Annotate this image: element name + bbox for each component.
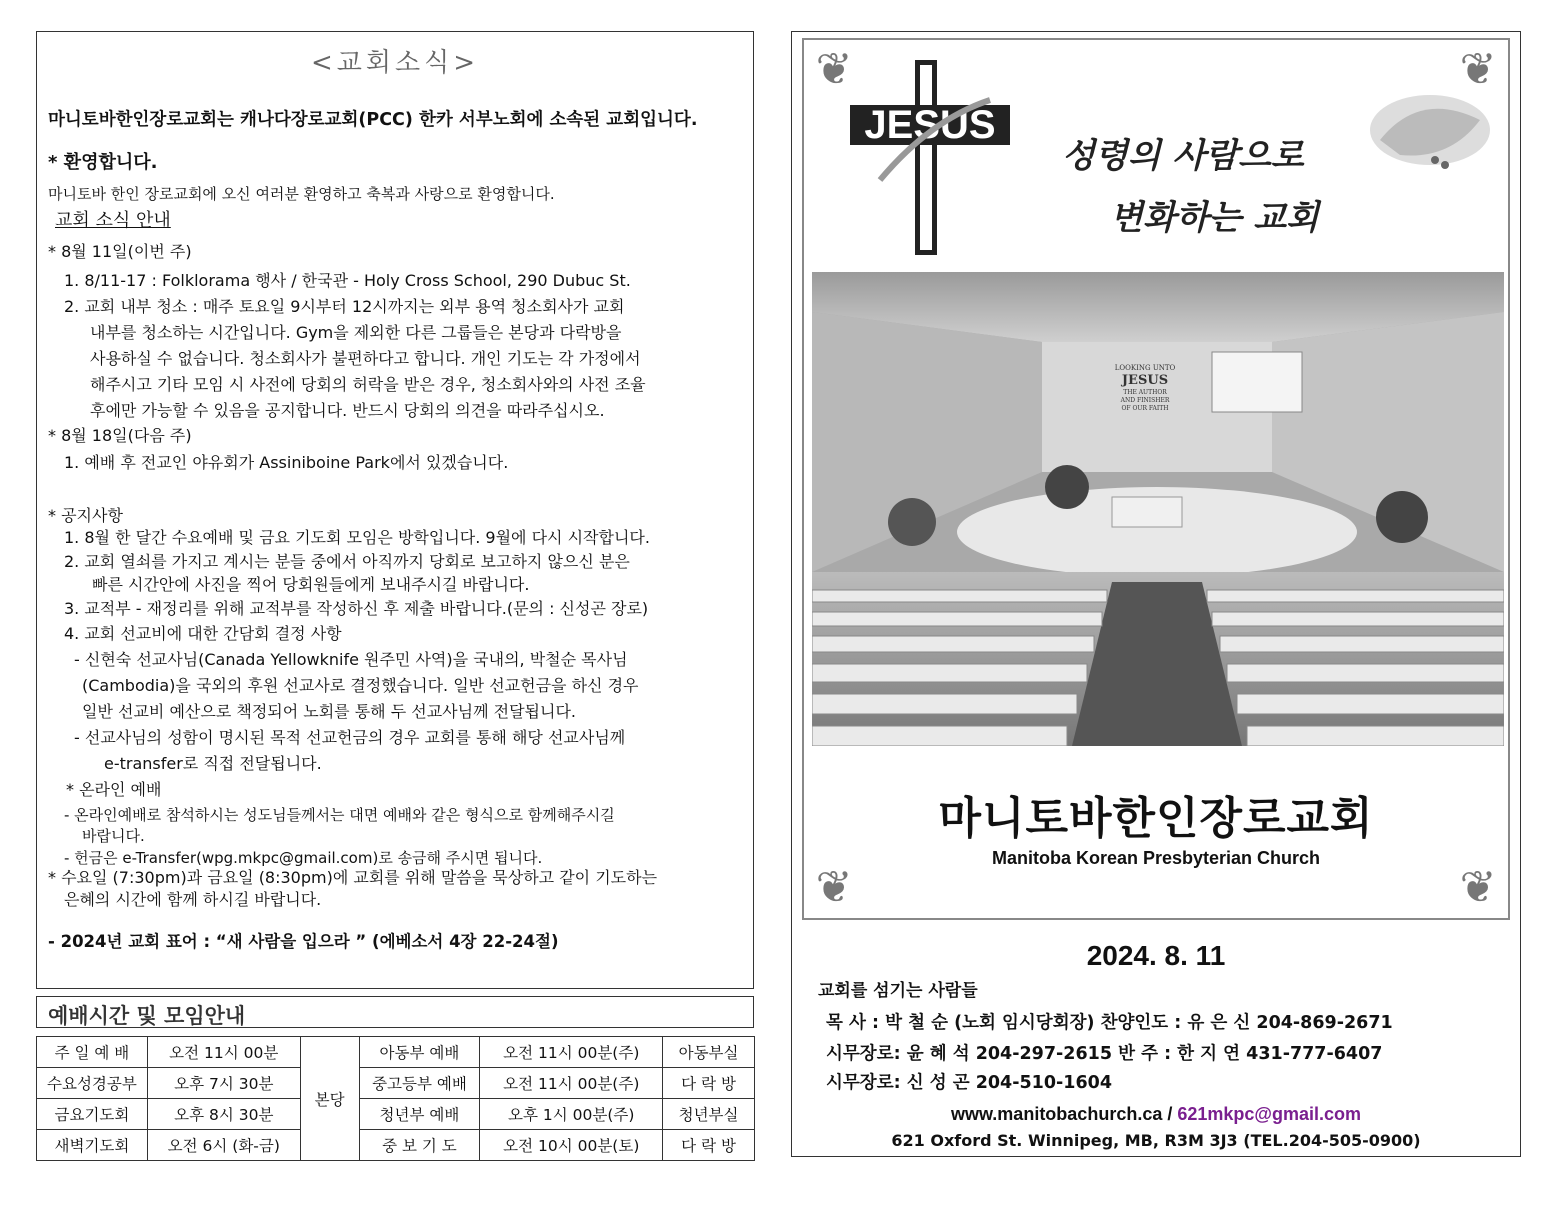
online-item: - 헌금은 e-Transfer(wpg.mkpc@gmail.com)로 송금해 주시면 됩니다. [64,849,543,867]
notice-heading: * 공지사항 [48,506,123,525]
service-name: 청년부 예배 [359,1099,480,1130]
service-time: 오후 8시 30분 [147,1099,300,1130]
sanctuary-photo [812,272,1504,746]
sign-text: AND FINISHER [1120,397,1170,404]
logo-text: JESUS [864,103,996,147]
ornament-icon: ❦ [1459,44,1497,95]
service-time: 오전 10시 00분(토) [480,1130,663,1161]
separator: / [1162,1104,1178,1124]
notice-item: - 선교사님의 성함이 명시된 목적 선교헌금의 경우 교회를 통해 해당 선교사님께 [74,728,626,747]
sign-text: OF OUR FAITH [1121,405,1169,412]
online-heading: * 온라인 예배 [66,780,162,799]
staff-row: 시무장로: 신 성 곤 204-510-1604 [826,1073,1112,1093]
service-name: 새벽기도회 [37,1130,148,1161]
ornament-icon: ❦ [815,44,853,95]
church-motto: - 2024년 교회 표어 : “새 사람을 입으라 ” (에베소서 4장 22-24절) [48,932,559,951]
notice-item: e-transfer로 직접 전달됩니다. [104,754,322,773]
service-time: 오후 1시 00분(주) [480,1099,663,1130]
notice-item: 4. 교회 선교비에 대한 간담회 결정 사항 [64,624,342,643]
week1-item: 내부를 청소하는 시간입니다. Gym을 제외한 다른 그룹들은 본당과 다락방을 [90,323,622,342]
online-item: 바랍니다. [82,827,145,845]
church-address: 621 Oxford St. Winnipeg, MB, R3M 3J3 (TEL.204-505-0900) [891,1131,1421,1150]
intro-text: 마니토바한인장로교회는 캐나다장로교회(PCC) 한카 서부노회에 소속된 교회입니다. [48,110,698,130]
ornament-icon: ❦ [1459,862,1497,913]
notice-item: 2. 교회 열쇠를 가지고 계시는 분들 중에서 아직까지 당회로 보고하지 않으신 분은 [64,552,630,571]
table-row [37,1130,755,1161]
week1-item: 사용하실 수 없습니다. 청소회사가 불편하다고 합니다. 개인 기도는 각 가정에서 [90,349,641,368]
slogan-line-1: 성령의 사람으로 [1062,136,1304,176]
bulletin-date: 2024. 8. 11 [1086,940,1226,971]
notice-item: 일반 선교비 예산으로 책정되어 노회를 통해 두 선교사님께 전달됩니다. [82,702,576,721]
service-place: 본당 [300,1037,359,1161]
service-time: 오전 6시 (화-금) [147,1130,300,1161]
contact-line [802,1104,1510,1125]
welcome-text: 마니토바 한인 장로교회에 오신 여러분 환영하고 축복과 사랑으로 환영합니다. [48,185,555,203]
week1-item: 해주시고 기타 모임 시 사전에 당회의 허락을 받은 경우, 청소회사와의 사전 조율 [90,375,646,394]
online-item: - 온라인예배로 참석하시는 성도님들께서는 대면 예배와 같은 형식으로 함께해주시길 [64,806,615,824]
service-time: 오전 11시 00분(주) [480,1037,663,1068]
service-place: 아동부실 [663,1037,755,1068]
service-time: 오후 7시 30분 [147,1068,300,1099]
week2-heading: * 8월 18일(다음 주) [48,426,192,445]
service-time: 오전 11시 00분(주) [480,1068,663,1099]
service-place: 청년부실 [663,1099,755,1130]
staff-row: 시무장로: 윤 혜 석 204-297-2615 반 주 : 한 지 연 431-777-6407 [826,1044,1383,1064]
week1-item: 후에만 가능할 수 있음을 공지합니다. 반드시 당회의 의견을 따라주십시오. [90,401,605,420]
week1-heading: * 8월 11일(이번 주) [48,242,192,261]
slogan-line-2: 변화하는 교회 [1110,198,1319,238]
sign-text: LOOKING UNTO [1114,364,1176,372]
notice-item: - 신현숙 선교사님(Canada Yellowknife 원주민 사역)을 국내의, 박철순 목사님 [74,650,628,669]
service-name: 금요기도회 [37,1099,148,1130]
table-row [37,1068,755,1099]
email-link[interactable]: 621mkpc@gmail.com [1177,1104,1362,1124]
week2-item: 1. 예배 후 전교인 야유회가 Assiniboine Park에서 있겠습니다. [64,453,509,472]
notice-item: 빠른 시간안에 사진을 찍어 당회원들에게 보내주시길 바랍니다. [92,575,530,594]
week1-item: 1. 8/11-17 : Folklorama 행사 / 한국관 - Holy Cross School, 290 Dubuc St. [64,271,631,290]
table-row [37,1099,755,1130]
service-name: 주 일 예 배 [37,1037,148,1068]
staff-heading: 교회를 섬기는 사람들 [818,981,978,1001]
church-name-korean: 마니토바한인장로교회 [938,793,1374,844]
notice-item: 3. 교적부 - 재정리를 위해 교적부를 작성하신 후 제출 바랍니다.(문의 : 신성곤 장로) [64,599,649,618]
schedule-table [36,1036,755,1161]
sign-text: THE AUTHOR [1123,389,1167,396]
ornament-icon: ❦ [815,862,853,913]
church-name-english: Manitoba Korean Presbyterian Church [991,848,1321,868]
prayer-item: * 수요일 (7:30pm)과 금요일 (8:30pm)에 교회를 위해 말씀을 묵상하고 같이 기도하는 [48,868,658,887]
news-heading: 교회 소식 안내 [55,210,171,231]
schedule-title: 예배시간 및 모임안내 [48,1004,246,1028]
service-name: 중고등부 예배 [359,1068,480,1099]
service-name: 중 보 기 도 [359,1130,480,1161]
service-place: 다 락 방 [663,1130,755,1161]
service-name: 수요성경공부 [37,1068,148,1099]
news-title: <교회소식> [310,48,480,78]
service-time: 오전 11시 00분 [147,1037,300,1068]
staff-row: 목 사 : 박 철 순 (노회 임시당회장) 찬양인도 : 유 은 신 204-869-2671 [826,1013,1393,1033]
welcome-heading: * 환영합니다. [48,152,158,173]
website-link[interactable]: www.manitobachurch.ca [950,1104,1163,1124]
service-place: 다 락 방 [663,1068,755,1099]
notice-item: 1. 8월 한 달간 수요예배 및 금요 기도회 모임은 방학입니다. 9월에 다시 시작합니다. [64,528,650,547]
praying-hands-image [1360,70,1500,180]
prayer-item: 은혜의 시간에 함께 하시길 바랍니다. [64,890,322,909]
week1-item: 2. 교회 내부 청소 : 매주 토요일 9시부터 12시까지는 외부 용역 청소회사가 교회 [64,297,625,316]
notice-item: (Cambodia)을 국외의 후원 선교사로 결정했습니다. 일반 선교헌금을 하신 경우 [82,676,639,695]
sign-text: JESUS [1121,373,1169,388]
jesus-cross-logo [850,60,1020,260]
table-row [37,1037,755,1068]
service-name: 아동부 예배 [359,1037,480,1068]
